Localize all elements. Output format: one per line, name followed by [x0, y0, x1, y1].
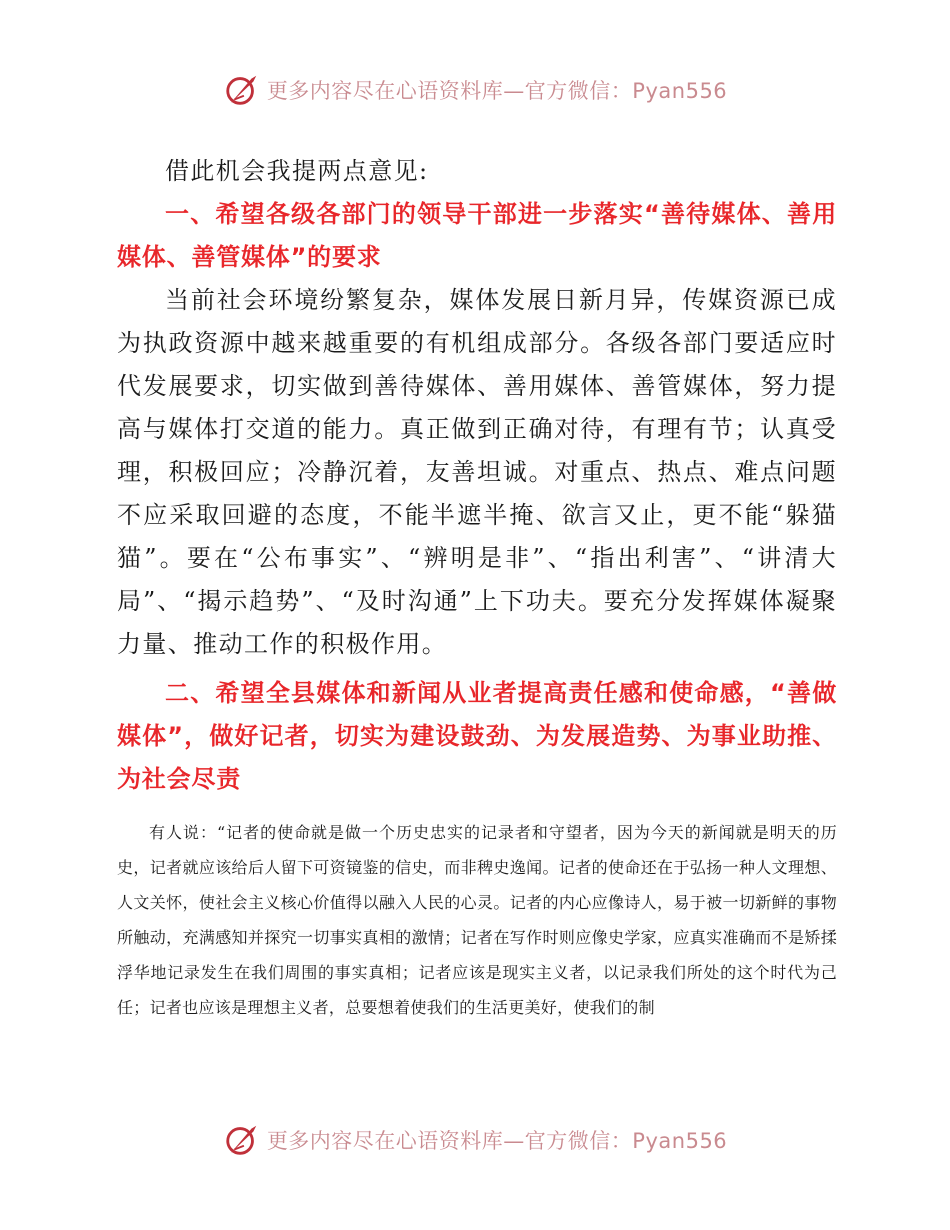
paragraph-two: 有人说：“记者的使命就是做一个历史忠实的记录者和守望者，因为今天的新闻就是明天的历史，记者就应该给后人留下可资镜鉴的信史，而非稗史逸闻。记者的使命还在于弘扬一种人文理想、人文关怀，使社会主义核心价值得以融入人民的心灵。记者的内心应像诗人，易于被一切新鲜的事物所触动，充满感知并探究一切事实真相的激情；记者在写作时则应像史学家，应真实准确而不是矫揉浮华地记录发生在我们周围的事实真相；记者应该是现实主义者，以记录我们所处的这个时代为己任；记者也应该是理想主义者，总要想着使我们的生活更美好，使我们的制 — [117, 823, 837, 1017]
heading-one: 一、希望各级各部门的领导干部进一步落实“善待媒体、善用媒体、善管媒体”的要求 — [117, 200, 837, 271]
quill-logo-icon — [223, 71, 261, 109]
footer-text: 更多内容尽在心语资料库—官方微信：Pyan556 — [266, 1129, 728, 1153]
footer-banner — [0, 1120, 950, 1160]
heading-two: 二、希望全县媒体和新闻从业者提高责任感和使命感，“善做媒体”，做好记者，切实为建设鼓劲、为发展造势、为事业助推、为社会尽责 — [117, 679, 837, 793]
header-banner — [0, 70, 950, 110]
intro-paragraph: 借此机会我提两点意见: — [165, 157, 429, 185]
document-body — [117, 150, 837, 1025]
header-text: 更多内容尽在心语资料库—官方微信：Pyan556 — [266, 79, 728, 103]
quill-logo-icon — [223, 1121, 261, 1159]
paragraph-one: 当前社会环境纷繁复杂，媒体发展日新月异，传媒资源已成为执政资源中越来越重要的有机组成部分。各级各部门要适应时代发展要求，切实做到善待媒体、善用媒体、善管媒体，努力提高与媒体打交道的能力。真正做到正确对待，有理有节；认真受理，积极回应；冷静沉着，友善坦诚。对重点、热点、难点问题不应采取回避的态度，不能半遮半掩、欲言又止，更不能“躲猫猫”。要在“公布事实”、“辨明是非”、“指出利害”、“讲清大局”、“揭示趋势”、“及时沟通”上下功夫。要充分发挥媒体凝聚力量、推动工作的积极作用。 — [117, 286, 837, 658]
